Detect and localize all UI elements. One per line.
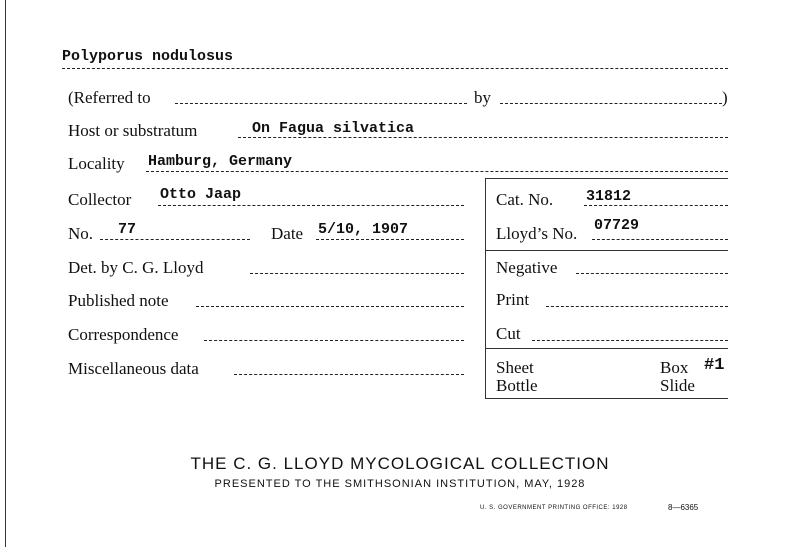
- lloyds-no-label: Lloyd’s No.: [496, 224, 578, 243]
- right-box-divider: [485, 178, 486, 398]
- sheet-label: Sheet: [496, 358, 534, 377]
- negative-line: [576, 273, 728, 274]
- collector-value: Otto Jaap: [160, 186, 242, 203]
- misc-label: Miscellaneous data: [68, 359, 199, 378]
- printing-office-note: U. S. GOVERNMENT PRINTING OFFICE: 1928: [480, 505, 628, 511]
- correspondence-label: Correspondence: [68, 325, 179, 344]
- referred-to-label: (Referred to: [68, 88, 151, 107]
- by-label: by: [474, 88, 491, 107]
- date-label: Date: [271, 224, 304, 243]
- right-box-sep-1: [485, 250, 728, 251]
- misc-line: [234, 374, 464, 375]
- print-label: Print: [496, 290, 530, 309]
- det-by-line: [250, 273, 464, 274]
- no-line: [100, 239, 250, 240]
- host-label: Host or substratum: [68, 121, 198, 140]
- right-box-bottom: [485, 398, 728, 399]
- slide-label: Slide: [660, 376, 695, 395]
- cut-line: [532, 340, 728, 341]
- right-box-top: [485, 178, 728, 179]
- box-label: Box: [660, 358, 689, 377]
- specimen-name: Polyporus nodulosus: [62, 48, 234, 65]
- bottle-label: Bottle: [496, 376, 538, 395]
- cat-no-value: 31812: [586, 188, 632, 205]
- negative-label: Negative: [496, 258, 558, 277]
- host-value: On Fagua silvatica: [252, 120, 415, 137]
- form-number: 8—6365: [668, 503, 699, 512]
- host-line: [238, 137, 728, 138]
- cat-no-label: Cat. No.: [496, 190, 554, 209]
- by-line: [500, 103, 722, 104]
- print-line: [546, 306, 728, 307]
- no-label: No.: [68, 224, 94, 243]
- collection-title: THE C. G. LLOYD MYCOLOGICAL COLLECTION: [190, 454, 610, 473]
- correspondence-line: [204, 340, 464, 341]
- date-value: 5/10, 1907: [318, 221, 409, 238]
- close-paren: ): [722, 88, 728, 107]
- published-note-label: Published note: [68, 291, 169, 310]
- locality-label: Locality: [68, 154, 125, 173]
- published-note-line: [196, 306, 464, 307]
- locality-line: [146, 171, 728, 172]
- collection-subtitle: PRESENTED TO THE SMITHSONIAN INSTITUTION, MAY, 1928: [214, 478, 586, 490]
- right-box-sep-2: [485, 348, 728, 349]
- locality-value: Hamburg, Germany: [148, 153, 293, 170]
- collector-label: Collector: [68, 190, 132, 209]
- cat-no-line: [584, 205, 728, 206]
- referred-to-line: [175, 103, 467, 104]
- lloyds-no-value: 07729: [594, 217, 640, 234]
- no-value: 77: [118, 221, 137, 238]
- date-line: [316, 239, 464, 240]
- cut-label: Cut: [496, 324, 521, 343]
- det-by-label: Det. by C. G. Lloyd: [68, 258, 204, 277]
- box-value: #1: [704, 356, 725, 375]
- collector-line: [158, 205, 464, 206]
- lloyds-no-line: [592, 239, 728, 240]
- specimen-name-line: [62, 68, 728, 69]
